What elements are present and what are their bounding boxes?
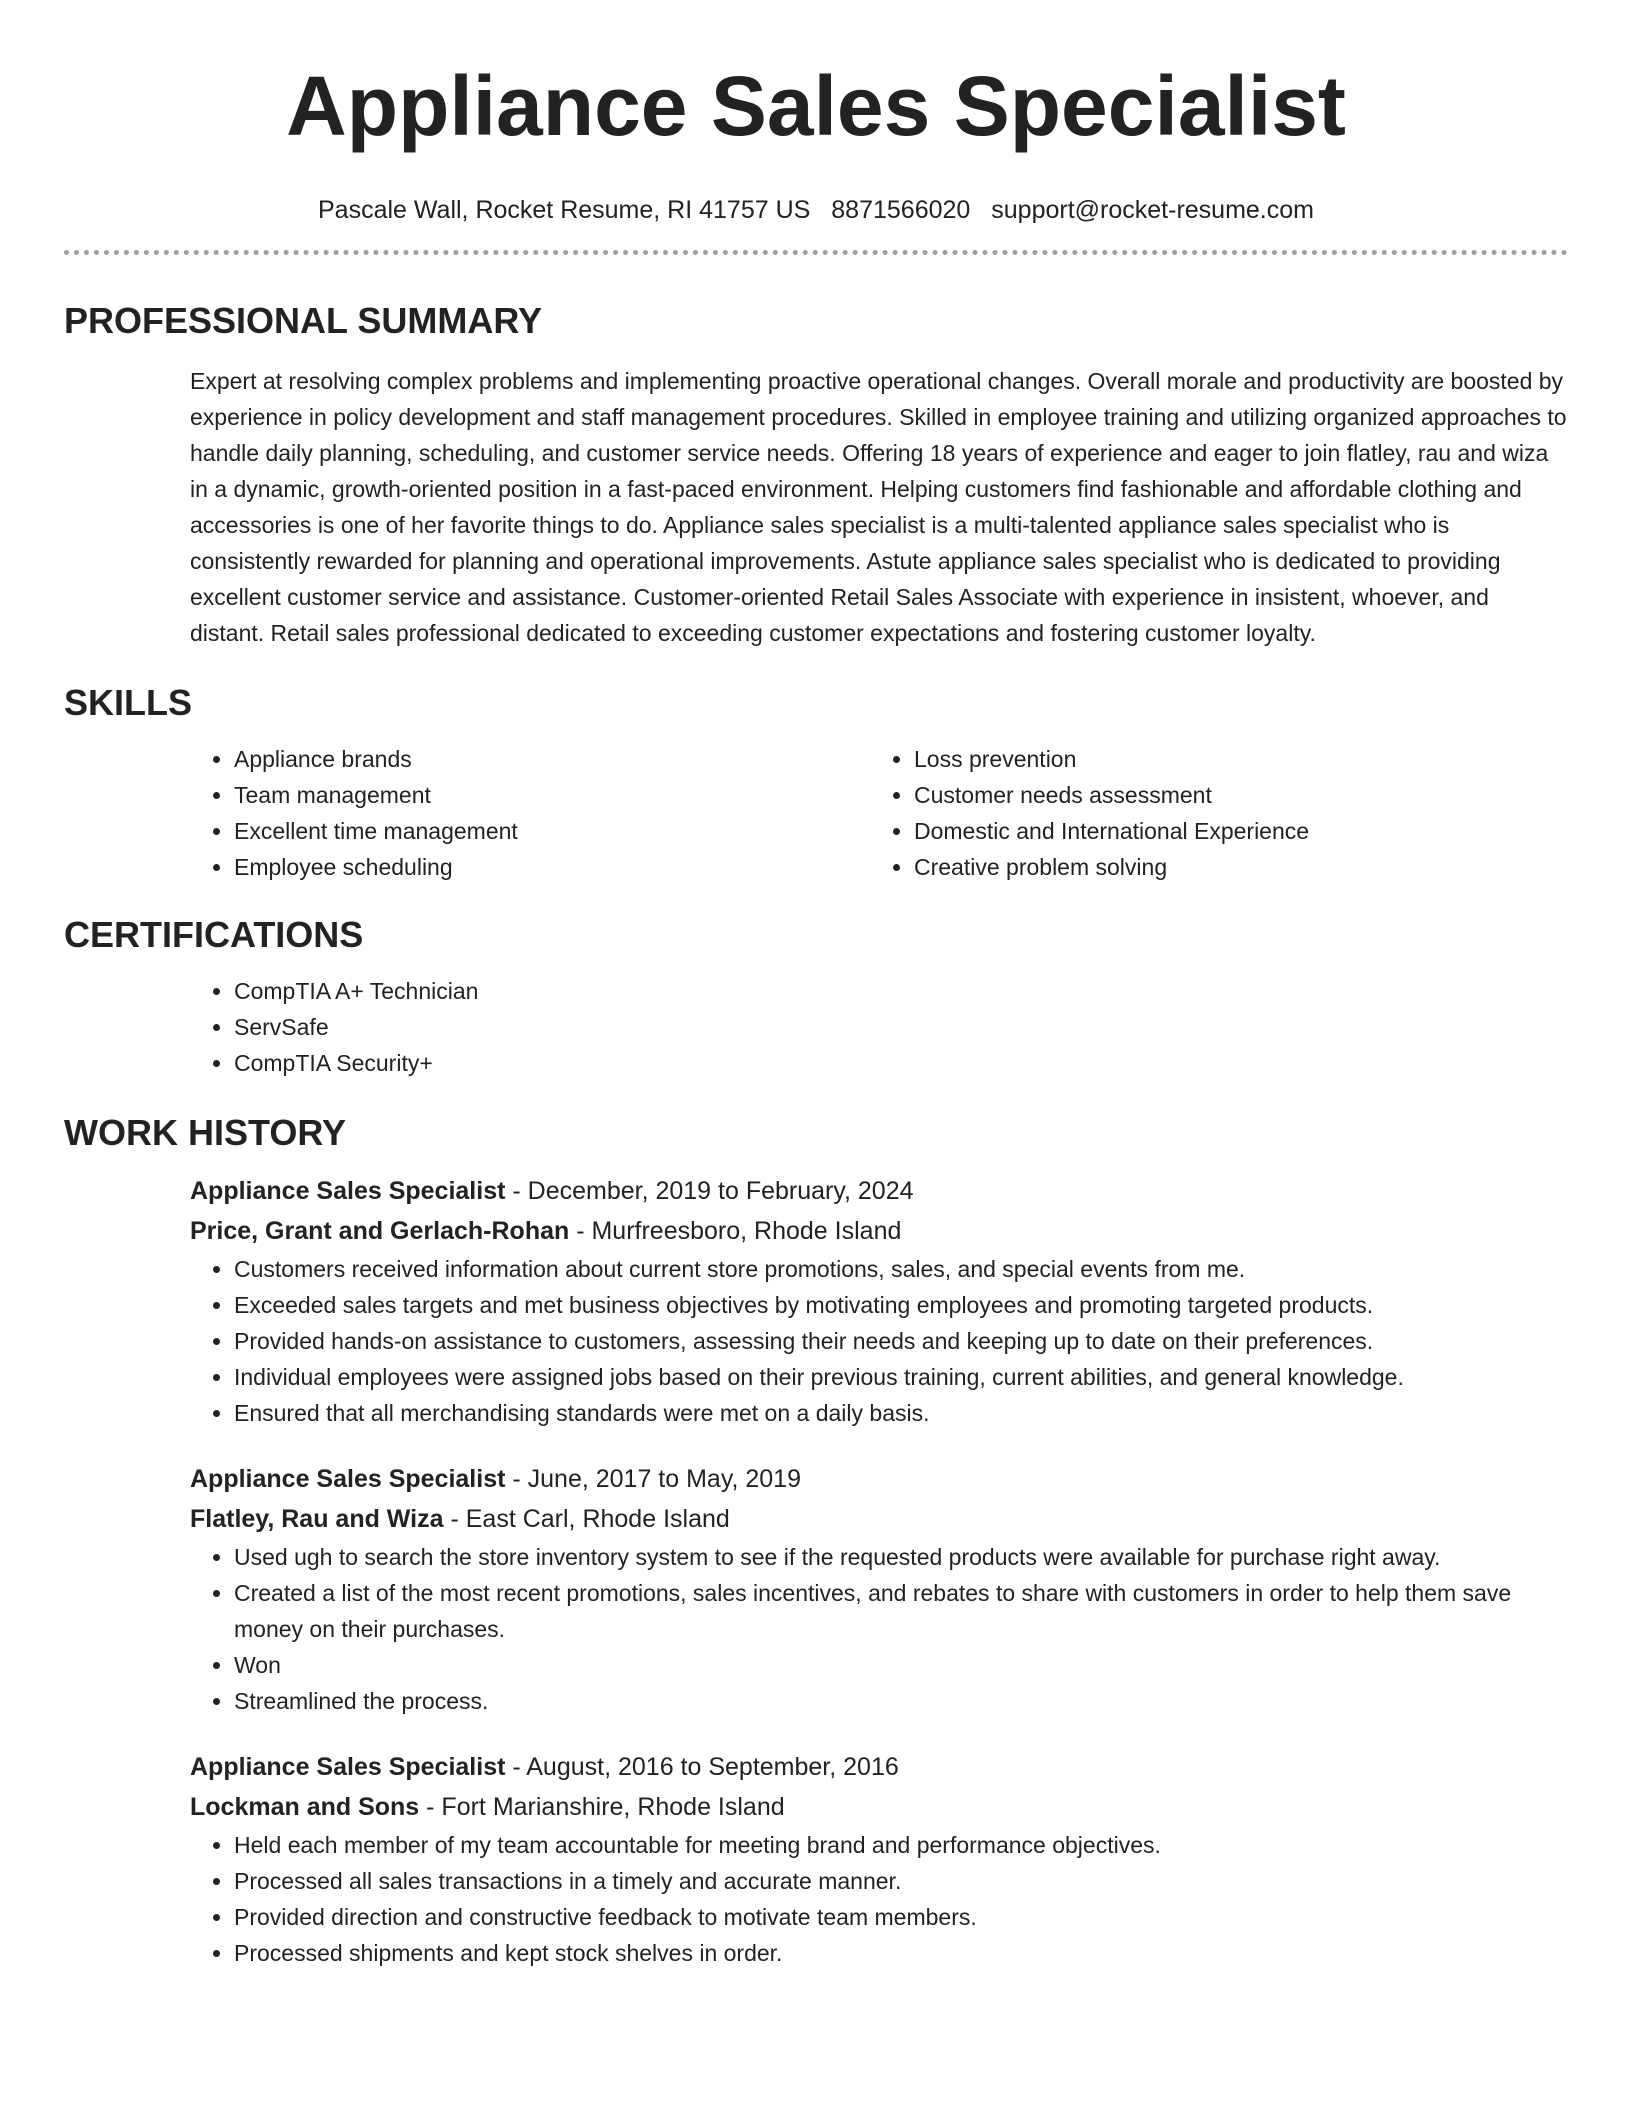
skill-item: • Appliance brands [234, 741, 870, 777]
job-bullet: • Won [234, 1647, 1568, 1683]
job-company-line [190, 1211, 1568, 1251]
contact-email: support@rocket-resume.com [991, 196, 1314, 224]
contact-address: Pascale Wall, Rocket Resume, RI 41757 US [317, 196, 811, 224]
certifications-heading: CERTIFICATIONS [64, 914, 364, 955]
certification-item: • CompTIA Security+ [234, 1045, 1568, 1081]
job-location: - East Carl, Rhode Island [443, 1505, 730, 1533]
job-location: - Murfreesboro, Rhode Island [569, 1217, 902, 1245]
skills-column-right [870, 741, 1550, 885]
job-company: Lockman and Sons [190, 1793, 420, 1821]
summary-text: Expert at resolving complex problems and implementing proactive operational changes. Overall morale and productivity are boosted by experience in policy development and staff management procedures. Skilled in employee training and utilizing organized approaches to handle daily planning, scheduling, and customer service needs. Offering 18 years of experience and eager to join flatley, rau and wiza in a dynamic, growth-oriented position in a fast-paced environment. Helping customers find fashionable and affordable clothing and accessories is one of her favorite things to do. Appliance sales specialist is a multi-talented appliance sales specialist who is consistently rewarded for planning and operational improvements. Astute appliance sales specialist who is dedicated to providing excellent customer service and assistance. Customer-oriented Retail Sales Associate with experience in insistent, whoever, and distant. Retail sales professional dedicated to exceeding customer expectations and fostering customer loyalty. [190, 368, 1567, 646]
job-bullet: • Streamlined the process. [234, 1683, 1568, 1719]
job-bullet: • Customers received information about current store promotions, sales, and special events from me. [234, 1251, 1568, 1287]
job-dates: - August, 2016 to September, 2016 [505, 1753, 899, 1781]
job-bullet: • Processed shipments and kept stock shelves in order. [234, 1935, 1568, 1971]
job-title: Appliance Sales Specialist [190, 1465, 506, 1493]
job-company: Flatley, Rau and Wiza [190, 1505, 444, 1533]
job-bullet: • Provided direction and constructive feedback to motivate team members. [234, 1899, 1568, 1935]
job-entry [190, 1459, 1568, 1719]
job-bullet: • Ensured that all merchandising standards were met on a daily basis. [234, 1395, 1568, 1431]
work-history-heading: WORK HISTORY [64, 1112, 347, 1153]
skills-grid [190, 741, 1568, 885]
job-title-line [190, 1171, 1568, 1211]
page-title: Appliance Sales Specialist [286, 59, 1346, 153]
job-bullets [190, 1539, 1568, 1719]
job-bullet: • Individual employees were assigned jobs based on their previous training, current abilities, and general knowledge. [234, 1359, 1568, 1395]
skill-item: • Team management [234, 777, 870, 813]
header-divider [64, 250, 1568, 255]
job-company-line [190, 1499, 1568, 1539]
certification-item: • ServSafe [234, 1009, 1568, 1045]
skill-item: • Domestic and International Experience [914, 813, 1550, 849]
job-title: Appliance Sales Specialist [190, 1177, 506, 1205]
job-bullet: • Used ugh to search the store inventory system to see if the requested products were available for purchase right away. [234, 1539, 1568, 1575]
job-dates: - December, 2019 to February, 2024 [505, 1177, 914, 1205]
contact-phone: 8871566020 [831, 196, 971, 224]
skill-item: • Employee scheduling [234, 849, 870, 885]
job-bullets [190, 1827, 1568, 1971]
skill-item: • Loss prevention [914, 741, 1550, 777]
summary-heading: PROFESSIONAL SUMMARY [64, 300, 543, 341]
job-title-line [190, 1747, 1568, 1787]
skill-item: • Customer needs assessment [914, 777, 1550, 813]
job-company-line [190, 1787, 1568, 1827]
job-title: Appliance Sales Specialist [190, 1753, 506, 1781]
job-bullets [190, 1251, 1568, 1431]
job-location: - Fort Marianshire, Rhode Island [419, 1793, 785, 1821]
job-title-line [190, 1459, 1568, 1499]
job-bullet: • Held each member of my team accountable for meeting brand and performance objectives. [234, 1827, 1568, 1863]
contact-line [64, 194, 1568, 226]
job-bullet: • Provided hands-on assistance to customers, assessing their needs and keeping up to date on their preferences. [234, 1323, 1568, 1359]
skills-heading: SKILLS [64, 682, 193, 723]
certification-item: • CompTIA A+ Technician [234, 973, 1568, 1009]
certifications-list [190, 973, 1568, 1081]
job-company: Price, Grant and Gerlach-Rohan [190, 1217, 570, 1245]
job-entry [190, 1747, 1568, 1971]
skill-item: • Excellent time management [234, 813, 870, 849]
job-bullet: • Created a list of the most recent promotions, sales incentives, and rebates to share with customers in order to help them save money on their purchases. [234, 1575, 1568, 1647]
skill-item: • Creative problem solving [914, 849, 1550, 885]
skills-column-left [190, 741, 870, 885]
job-bullet: • Processed all sales transactions in a timely and accurate manner. [234, 1863, 1568, 1899]
job-entry [190, 1171, 1568, 1431]
job-dates: - June, 2017 to May, 2019 [505, 1465, 801, 1493]
job-bullet: • Exceeded sales targets and met business objectives by motivating employees and promoting targeted products. [234, 1287, 1568, 1323]
